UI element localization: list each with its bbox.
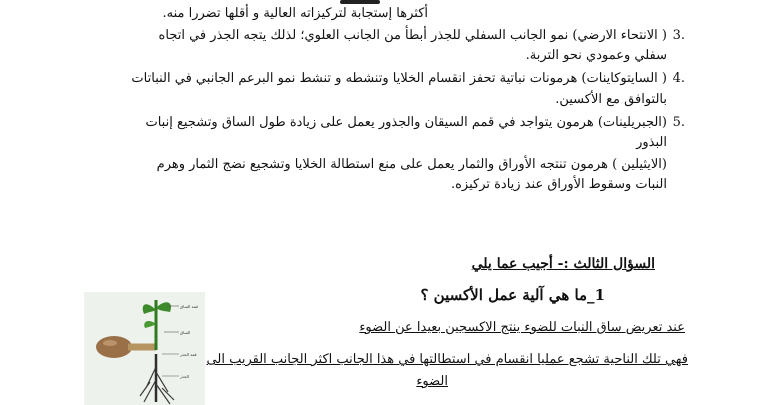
item-number: .3 [672,28,685,43]
seed-shape [96,336,132,358]
seedling-figure [84,292,205,405]
seedling-illustration [84,292,205,405]
answer-line-3: الضوء [416,374,448,389]
item-5-text: (الجبريلينات) هرمون يتواجد في قمم السيقان والجذور يعمل على زيادة طول الساق وتشجيع إنبات [145,115,667,130]
section-heading: السؤال الثالث :- أجيب عما يلي [471,256,655,272]
cropped-ink-mark [340,0,380,4]
item-4-text: ( السايتوكاينات) هرمونات نباتية تحفز انقسام الخلايا وتنشطه و تنشط نمو البرعم الجانبي في النباتات [131,71,667,86]
item-3-continued: سفلي وعمودي نحو التربة. [525,48,667,63]
answer-line-1: عند تعريض ساق النبات للضوء ينتج الاكسجين بعيدا عن الضوء [359,320,685,335]
item-number: .4 [672,71,685,86]
figure-label: الجذر [180,374,189,379]
figure-label: الساق [180,330,191,335]
ethylene-text: (الايثيلين ) هرمون تنتجه الأوراق والثمار يعمل على منع استطالة الخلايا وتشجيع نضج الثمار وهرم [156,157,667,172]
answer-line-2: فهي تلك الناحية تشجع عمليا انقسام في استطالتها في هذا الجانب اكثر الجانب القريب الى [206,352,688,367]
item-4-continued: بالتوافق مع الأكسين. [555,92,667,107]
figure-label: قمة الجذر [180,352,197,357]
leaf-right [156,302,171,312]
figure-label: قمة الساق [180,304,198,309]
item-5-continued: البذور [636,135,667,150]
ethylene-continued: النبات وسقوط الأوراق عند زيادة تركيزه. [450,177,667,192]
item-number: .5 [672,115,685,130]
leaf-left [143,304,156,314]
question-1: 1_ما هي آلية عمل الأكسين ؟ [420,286,605,304]
text-line: أكثرها إستجابة لتركيزاته العالية و أقلها تضررا منه. [162,6,428,21]
item-3-text: ( الانتحاء الارضي) نمو الجانب السفلي للجذر أبطأ من الجانب العلوي؛ لذلك يتجه الجذر في اتجاه [158,28,667,43]
